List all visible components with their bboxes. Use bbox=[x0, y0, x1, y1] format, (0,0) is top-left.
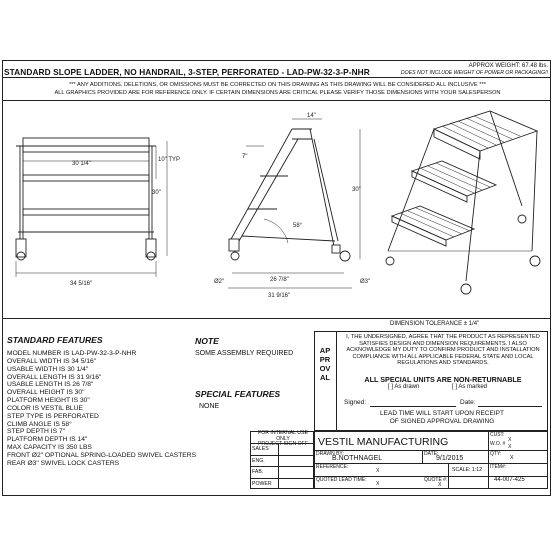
title-block-divider-v bbox=[488, 431, 489, 489]
dim-rear-caster: Ø3" bbox=[360, 279, 371, 285]
signed-label: Signed: bbox=[344, 399, 367, 406]
ladder-drawing bbox=[2, 101, 551, 319]
internal-use-line-1: FOR INTERNAL USE ONLY bbox=[258, 430, 308, 442]
signoff-row-eng: ENG. bbox=[252, 458, 265, 464]
non-returnable-notice: ALL SPECIAL UNITS ARE NON-RETURNABLE bbox=[364, 375, 522, 384]
quoted-lead-label: QUOTED LEAD TIME: bbox=[316, 477, 367, 483]
cust-value: X bbox=[508, 437, 512, 443]
title-block-divider-v bbox=[422, 450, 423, 463]
quote-value: X bbox=[438, 482, 442, 488]
approx-weight-note: DOES NOT INCLUDE WEIGHT OF POWER OR PACKAGING!! bbox=[400, 70, 548, 76]
item-label: ITEM#: bbox=[490, 464, 507, 470]
qty-label: QTY: bbox=[490, 451, 502, 457]
as-drawn-checkbox[interactable]: [ ] As drawn bbox=[388, 384, 420, 390]
internal-use-divider bbox=[250, 443, 314, 444]
signoff-row-fab: FAB. bbox=[252, 469, 264, 475]
internal-use-divider bbox=[250, 466, 314, 467]
dim-climb-angle: 58° bbox=[293, 223, 303, 229]
special-features-heading: SPECIAL FEATURES bbox=[195, 389, 281, 399]
dim-step-depth: 7" bbox=[242, 154, 248, 160]
feature-item: OVERALL LENGTH IS 31 9/16" bbox=[7, 373, 102, 381]
signature-line[interactable] bbox=[370, 406, 456, 407]
feature-item: CLIMB ANGLE IS 58° bbox=[7, 420, 72, 428]
feature-item: USABLE WIDTH IS 30 1/4" bbox=[7, 365, 89, 373]
lead-time-line-2: OF SIGNED APPROVAL DRAWING bbox=[389, 418, 495, 425]
internal-use-divider bbox=[250, 478, 314, 479]
internal-use-divider bbox=[250, 455, 314, 456]
lead-time-notice bbox=[338, 410, 546, 426]
note-heading: NOTE bbox=[195, 336, 219, 346]
disclaimer bbox=[0, 81, 555, 97]
reference-value: X bbox=[376, 468, 380, 474]
quote-label: QUOTE #: bbox=[424, 477, 448, 483]
company-name: VESTIL MANUFACTURING bbox=[318, 436, 449, 448]
disclaimer-line-1: *** ANY ADDITIONS, DELETIONS, OR OMISSIONS MUST BE CORRECTED ON THIS DRAWING AS THIS DRAWING WILL BE CONSIDERED ALL INCLUSIVE *** bbox=[69, 82, 486, 88]
note-text: SOME ASSEMBLY REQUIRED bbox=[195, 350, 294, 357]
date-label: Date: bbox=[460, 399, 476, 406]
standard-features-list bbox=[7, 350, 196, 468]
approx-weight bbox=[401, 63, 548, 77]
item-value: 44-007-425 bbox=[494, 477, 525, 483]
title-block-divider-v bbox=[448, 463, 449, 489]
dim-side-height: 30" bbox=[352, 187, 361, 193]
disclaimer-line-2: ALL GRAPHICS PROVIDED ARE FOR REFERENCE ONLY. IF CERTAIN DIMENSIONS ARE CRITICAL PLEASE VERIFY THOSE DIMENSIONS WITH YOUR SALESPERSON bbox=[54, 90, 501, 96]
drawing-title: STANDARD SLOPE LADDER, NO HANDRAIL, 3-STEP, PERFORATED - LAD-PW-32-3-P-NHR bbox=[4, 67, 370, 77]
isometric-view bbox=[386, 111, 540, 294]
wo-label: W.O. # bbox=[490, 441, 506, 447]
standard-features-heading: STANDARD FEATURES bbox=[7, 335, 103, 345]
feature-item: STEP DEPTH IS 7" bbox=[7, 428, 65, 436]
feature-item: REAR Ø3" SWIVEL LOCK CASTERS bbox=[7, 459, 120, 467]
dim-step-spacing: 10" TYP bbox=[158, 157, 181, 163]
front-view bbox=[16, 138, 167, 277]
title-divider bbox=[2, 77, 551, 78]
dim-usable-length: 26 7/8" bbox=[270, 277, 289, 283]
feature-item: PLATFORM DEPTH IS 14" bbox=[7, 436, 88, 444]
approx-weight-value: APPROX WEIGHT: 67.48 lbs. bbox=[468, 63, 548, 69]
dim-platform-depth: 14" bbox=[307, 113, 316, 119]
dim-front-height: 30" bbox=[152, 190, 161, 196]
feature-item: COLOR IS VESTIL BLUE bbox=[7, 404, 83, 412]
internal-use-column-divider bbox=[278, 443, 279, 489]
special-features-text: NONE bbox=[199, 403, 220, 410]
scale-value: SCALE: 1:12 bbox=[452, 467, 482, 473]
drawing-divider bbox=[2, 318, 551, 319]
dim-usable-width: 30 1/4" bbox=[72, 161, 91, 167]
feature-item: PLATFORM HEIGHT IS 30" bbox=[7, 397, 90, 405]
internal-use-line-2: PROJECT SIGN OFF bbox=[257, 441, 309, 448]
feature-item: OVERALL WIDTH IS 34 5/16" bbox=[7, 357, 97, 365]
wo-value: X bbox=[508, 444, 512, 450]
dim-overall-length: 31 9/16" bbox=[268, 293, 291, 299]
feature-item: STEP TYPE IS PERFORATED bbox=[7, 412, 99, 420]
approval-statement: I, THE UNDERSIGNED, AGREE THAT THE PRODUCT AS REPRESENTED SATISFIES DESIGN AND DIMENSION REQUIREMENTS. I ALSO ACKNOWLEDGE MY DUTY TO CONFIRM PRODUCT AND INSTALLATION COMPLIANCE WITH ALL APPLICABLE FEDERAL STATE AND LOCAL REGULATIONS AND STANDARDS. bbox=[346, 334, 540, 367]
dim-front-caster: Ø2" bbox=[214, 279, 225, 285]
feature-item: USABLE LENGTH IS 26 7/8" bbox=[7, 381, 94, 389]
date-field-label: DATE: bbox=[424, 451, 439, 457]
title-block-divider bbox=[314, 463, 548, 464]
feature-item: FRONT Ø2" OPTIONAL SPRING-LOADED SWIVEL CASTERS bbox=[7, 451, 197, 459]
date-value: 9/1/2015 bbox=[436, 455, 464, 462]
feature-item: OVERALL HEIGHT IS 30" bbox=[7, 389, 85, 397]
quoted-lead-value: X bbox=[376, 481, 380, 487]
cust-label: CUST: bbox=[490, 432, 505, 438]
signoff-row-sales: SALES bbox=[252, 446, 269, 452]
as-marked-checkbox[interactable]: [ ] As marked bbox=[452, 384, 488, 390]
qty-value: X bbox=[510, 455, 514, 461]
dim-overall-width: 34 5/16" bbox=[70, 281, 93, 287]
feature-item: MODEL NUMBER IS LAD-PW-32-3-P-NHR bbox=[7, 350, 137, 357]
signoff-row-power: POWER bbox=[252, 481, 272, 487]
side-view bbox=[228, 119, 360, 288]
drawn-by-label: DRAWN BY: bbox=[316, 451, 344, 457]
feature-item: MAX CAPACITY IS 350 LBS bbox=[7, 444, 92, 452]
drawn-by-value: B.NOTHNAGEL bbox=[332, 455, 383, 462]
lead-time-line-1: LEAD TIME WILL START UPON RECEIPT bbox=[380, 410, 504, 417]
reference-label: REFERENCE: bbox=[316, 464, 349, 470]
approval-date-line[interactable] bbox=[478, 406, 542, 407]
approval-divider bbox=[336, 331, 337, 431]
tolerance: DIMENSION TOLERANCE ± 1/4" bbox=[390, 321, 480, 327]
approval-label: APPROVAL bbox=[319, 346, 331, 382]
